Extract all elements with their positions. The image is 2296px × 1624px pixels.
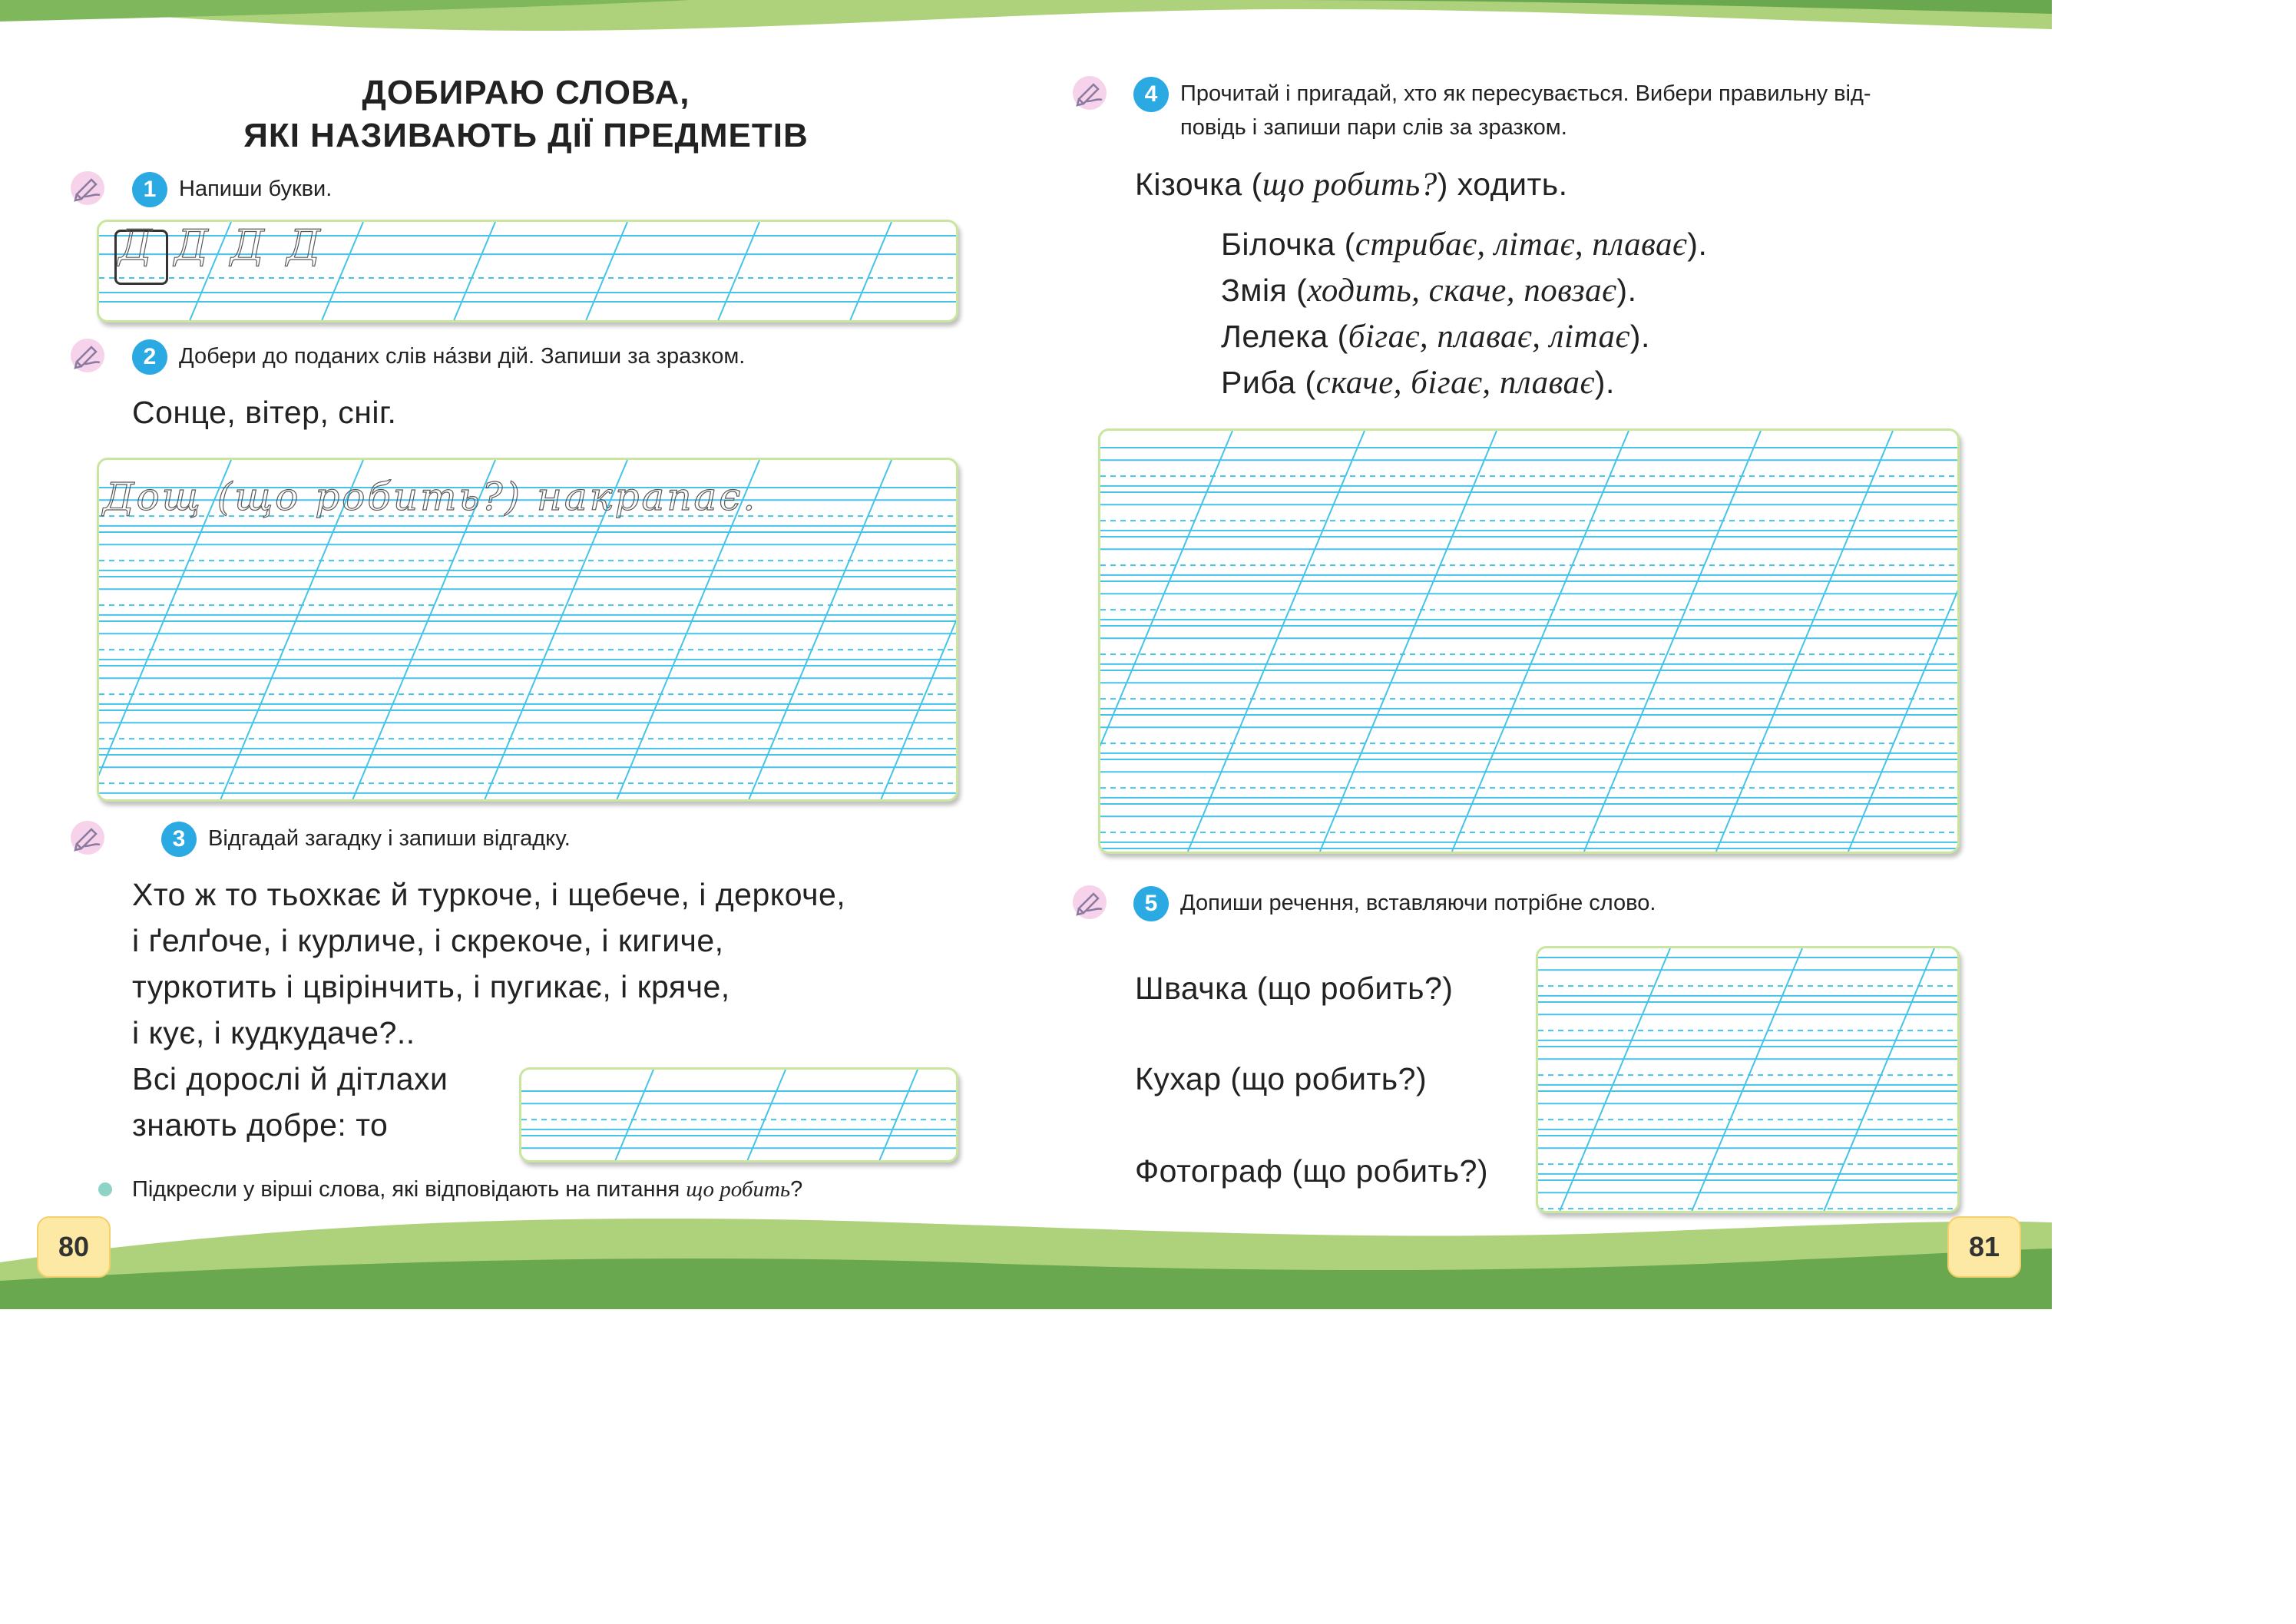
pencil-hand-icon [68,820,108,855]
slant-line [1188,431,1365,852]
task-number-badge-4: 4 [1133,77,1169,112]
slant-line [1824,948,1934,1211]
pencil-hand-icon [1070,885,1110,920]
task-1-instruction: Напиши букви. [179,177,332,201]
slant-line [1692,948,1802,1211]
task-number-badge-1: 1 [132,172,167,207]
slant-line [718,222,759,320]
task-2-words: Сонце, вітер, сніг. [132,395,397,430]
riddle-line-1: Хто ж то тьохкає й туркоче, і щебече, і деркоче, [132,877,846,912]
riddle-line-5: Всі дорослі й дітлахи [132,1061,448,1096]
task-number-badge-5: 5 [1133,886,1169,921]
slant-line [850,222,892,320]
riddle-answer-box[interactable] [519,1067,958,1163]
task-5-instruction: Допиши речення, вставляючи потрібне слово. [1180,891,1656,915]
riddle-line-6: знають добре: то [132,1107,389,1143]
slant-line [586,222,627,320]
prompt-seamstress: Швачка (що робить?) [1135,971,1454,1006]
top-green-band [0,0,2052,46]
slant-line [454,222,495,320]
letter-d-sample: Д Д Д Д [118,221,326,270]
bottom-green-band [0,1206,2052,1309]
riddle-line-2: і ґелґоче, і курличе, і скрекоче, і кигиче, [132,923,724,958]
task-5-writing-box[interactable] [1536,946,1960,1213]
slant-line [322,222,363,320]
animal-line-stork: Лелека (бігає, плаває, літає). [1221,319,1650,355]
page-title-line-2: ЯКІ НАЗИВАЮТЬ ДІЇ ПРЕДМЕТІВ [243,117,809,154]
task-2-sample-sentence: Дощ (що робить?) накрапає. [103,475,758,519]
riddle-line-3: туркотить і цвірінчить, і пугикає, і кряче, [132,969,730,1004]
page-title-line-1: ДОБИРАЮ СЛОВА, [362,74,690,111]
task-number-badge-2: 2 [132,339,167,375]
slant-line [1560,948,1670,1211]
note-bullet [98,1182,112,1196]
animal-line-fish: Риба (скаче, бігає, плаває). [1221,365,1615,401]
task-3-note: Підкресли у вірші слова, які відповідають на питання що робить? [132,1177,803,1202]
ruling-lines [521,1070,956,1160]
ruling-lines [1538,948,1957,1211]
riddle-line-4: і кує, і кудкудаче?.. [132,1015,415,1050]
slant-line [747,1070,786,1160]
slant-line [615,1070,653,1160]
page-number-right: 81 [1947,1216,2021,1278]
task-3-instruction: Відгадай загадку і запиши відгадку. [208,826,571,851]
prompt-photographer: Фотограф (що робить?) [1135,1153,1489,1189]
task-4-writing-box[interactable] [1098,428,1960,854]
slant-line [879,1070,918,1160]
slant-line [1956,948,1957,1211]
page-number-left: 80 [37,1216,111,1278]
pencil-hand-icon [68,338,108,373]
prompt-cook: Кухар (що робить?) [1135,1061,1428,1096]
ruling-lines [1100,431,1957,852]
task-4-example: Кізочка (що робить?) ходить. [1135,167,1568,203]
animal-line-snake: Змія (ходить, скаче, повзає). [1221,273,1637,309]
animal-line-squirrel: Білочка (стрибає, літає, плаває). [1221,227,1708,263]
task-2-instruction: Добери до поданих слів на́зви дій. Запиши за зразком. [179,344,746,369]
task-4-instruction-line-2: повідь і запиши пари слів за зразком. [1180,115,1567,140]
task-4-instruction-line-1: Прочитай і пригадай, хто як пересувається. Вибери правильну від- [1180,81,1871,106]
task-number-badge-3: 3 [161,822,197,857]
pencil-hand-icon [1070,75,1110,111]
pencil-hand-icon [68,170,108,206]
